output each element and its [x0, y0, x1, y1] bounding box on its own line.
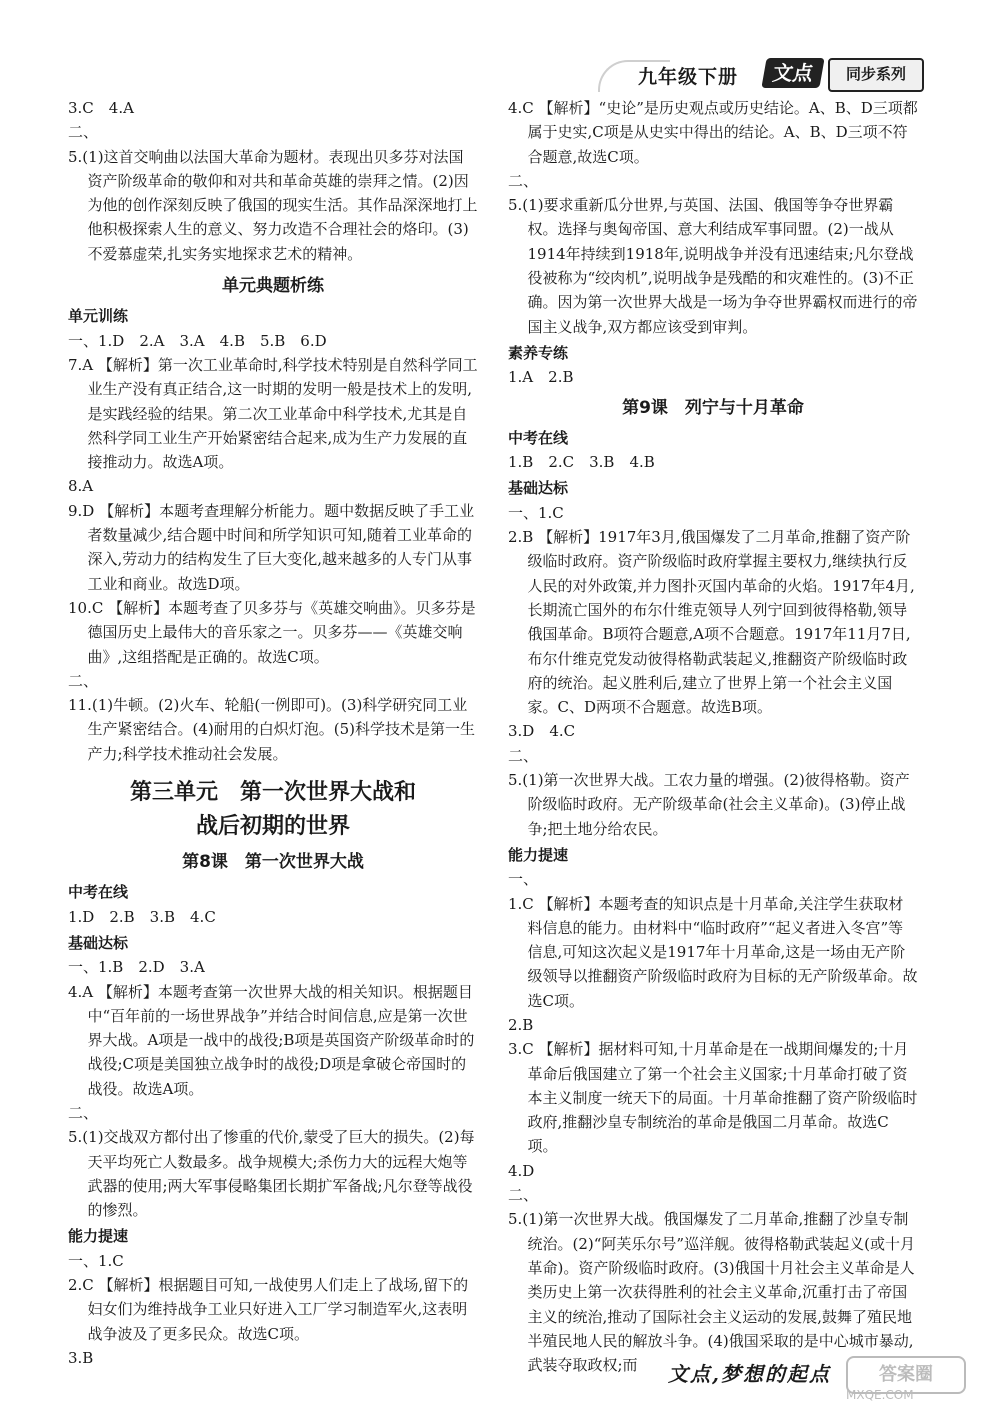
section-marker: 二、	[508, 171, 539, 190]
lesson-title: 第9课 列宁与十月革命	[622, 397, 804, 418]
watermark-url: MXQE.COM	[846, 1388, 914, 1402]
subsection-heading: 能力提速	[68, 1227, 129, 1246]
answer-paragraph: 2.C 【解析】根据题目可知,一战使男人们走上了战场,留下的妇女们为维持战争工业只好进入工厂学习制造军火,这表明战争波及了更多民众。故选C项。	[68, 1276, 469, 1343]
answer-paragraph: 2.B 【解析】1917年3月,俄国爆发了二月革命,推翻了资产阶级临时政府。资产阶级临时政府掌握主要权力,继续执行反人民的对外政策,并力图扑灭国内革命的火焰。1917年4月,长期流亡国外的布尔什维克领导人列宁回到彼得格勒,领导俄国革命。B项符合题意,A项不合题意。1917年11月7日,布尔什维克党发动彼得格勒武装起义,推翻资产阶级临时政府的统治。起义胜利后,建立了世界上第一个社会主义国家。C、D两项不合题意。故选B项。	[508, 528, 915, 717]
answer-line: 1.B 2.C 3.B 4.B	[508, 453, 655, 472]
footer-slogan: 文点,梦想的起点	[668, 1362, 831, 1386]
grade-label: 九年级下册	[638, 66, 739, 88]
answer-line: 一、1.B 2.D 3.A	[68, 958, 205, 977]
answer-paragraph: 10.C 【解析】本题考查了贝多芬与《英雄交响曲》。贝多芬是德国历史上最伟大的音乐家之一。贝多芬——《英雄交响曲》,这组搭配是正确的。故选C项。	[68, 598, 476, 666]
answer-paragraph: 1.C 【解析】本题考查的知识点是十月革命,关注学生获取材料信息的能力。由材料中“临时政府”“起义者进入冬宫”等信息,可知这次起义是1917年十月革命,这是一场由无产阶级领导以推翻资产阶级临时政府为目标的无产阶级革命。故选C项。	[508, 894, 918, 1010]
lesson-title: 第8课 第一次世界大战	[182, 852, 364, 873]
answer-paragraph: 5.(1)这首交响曲以法国大革命为题材。表现出贝多芬对法国资产阶级革命的敬仰和对共和革命英雄的崇拜之情。(2)因为他的创作深刻反映了俄国的现实生活。其作品深深地打上他积极探索人生的意义、努力改造不合理社会的烙印。(3)不爱慕虚荣,扎实务实地探求艺术的精神。	[68, 147, 478, 263]
answer-line: 1.A 2.B	[508, 368, 574, 387]
watermark-logo: 答案圈	[846, 1356, 966, 1394]
subsection-heading: 单元训练	[68, 307, 129, 326]
subsection-heading: 中考在线	[508, 428, 569, 447]
subsection-heading: 基础达标	[508, 479, 569, 498]
answer-paragraph: 5.(1)要求重新瓜分世界,与英国、法国、俄国等争夺世界霸权。选择与奥匈帝国、意大利结成军事同盟。(2)一战从1914年持续到1918年,说明战争并没有迅速结束;凡尔登战役被称为“绞肉机”,说明战争是残酷的和灾难性的。(3)不正确。因为第一次世界大战是一场为争夺世界霸权而进行的帝国主义战争,双方都应该受到审判。	[508, 196, 918, 336]
subsection-heading: 素养专练	[508, 343, 569, 362]
right-column	[508, 96, 918, 1377]
answer-line: 2.B	[508, 1015, 534, 1034]
answer-line: 8.A	[68, 477, 94, 496]
unit-title-line2: 战后初期的世界	[195, 814, 350, 840]
answer-line: 3.D 4.C	[508, 722, 576, 741]
subsection-heading: 中考在线	[68, 883, 129, 902]
series-label: 同步系列	[828, 58, 924, 92]
answer-line: 一、1.C	[508, 503, 564, 522]
answer-paragraph: 4.C 【解析】“史论”是历史观点或历史结论。A、B、D三项都属于史实,C项是从史实中得出的结论。A、B、D三项不符合题意,故选C项。	[508, 99, 918, 166]
answer-paragraph: 5.(1)第一次世界大战。俄国爆发了二月革命,推翻了沙皇专制统治。(2)“阿芙乐尔号”巡洋舰。彼得格勒武装起义(或十月革命)。资产阶级临时政府。(3)俄国十月社会主义革命是人类历史上第一次获得胜利的社会主义革命,沉重打击了帝国主义的统治,推动了国际社会主义运动的发展,鼓舞了殖民地半殖民地人民的解放斗争。(4)俄国采取的是中心城市暴动,武装夺取政权;而	[508, 1210, 915, 1375]
answer-line: 1.D 2.B 3.B 4.C	[68, 907, 216, 926]
brand-logo: 文点	[761, 58, 824, 88]
subsection-heading: 能力提速	[508, 845, 569, 864]
answer-paragraph: 3.C 【解析】据材料可知,十月革命是在一战期间爆发的;十月革命后俄国建立了第一个社会主义国家;十月革命打破了资本主义制度一统天下的局面。十月革命推翻了资产阶级临时政府,推翻沙皇专制统治的革命是俄国二月革命。故选C项。	[508, 1040, 918, 1156]
answer-line: 3.C 4.A	[68, 99, 134, 117]
subsection-heading: 基础达标	[68, 933, 129, 952]
unit-title-line1: 第三单元 第一次世界大战和	[129, 780, 416, 806]
answer-paragraph: 5.(1)第一次世界大战。工农力量的增强。(2)彼得格勒。资产阶级临时政府。无产阶级革命(社会主义革命)。(3)停止战争;把土地分给农民。	[508, 771, 910, 838]
answer-line: 3.B	[68, 1348, 94, 1367]
answer-paragraph: 9.D 【解析】本题考查理解分析能力。题中数据反映了手工业者数量减少,结合题中时间和所学知识可知,随着工业革命的深入,劳动力的结构发生了巨大变化,越来越多的人专门从事工业和商业。故选D项。	[68, 501, 475, 593]
answer-paragraph: 11.(1)牛顿。(2)火车、轮船(一例即可)。(3)科学研究同工业生产紧密结合。(4)耐用的白炽灯泡。(5)科学技术是第一生产力;科学技术推动社会发展。	[68, 696, 475, 763]
answer-line: 一、1.D 2.A 3.A 4.B 5.B 6.D	[68, 331, 327, 350]
section-marker: 二、	[508, 746, 539, 765]
answer-paragraph: 4.A 【解析】本题考查第一次世界大战的相关知识。根据题目中“百年前的一场世界战争”并结合时间信息,应是第一次世界大战。A项是一战中的战役;B项是英国资产阶级革命时的战役;C项是美国独立战争时的战役;D项是拿破仑帝国时的战役。故选A项。	[68, 982, 475, 1098]
page-header	[598, 52, 928, 102]
answer-paragraph: 7.A 【解析】第一次工业革命时,科学技术特别是自然科学同工业生产没有真正结合,这一时期的发明一般是技术上的发明,是实践经验的结果。第二次工业革命中科学技术,尤其是自然科学同工业生产开始紧密结合起来,成为生产力发展的直接推动力。故选A项。	[68, 355, 478, 472]
section-marker: 二、	[68, 671, 99, 690]
answer-line: 一、1.C	[68, 1251, 124, 1270]
section-marker: 二、	[68, 1103, 99, 1122]
section-title: 单元典题析练	[222, 276, 324, 297]
answer-line: 4.D	[508, 1161, 535, 1180]
section-marker: 二、	[68, 123, 99, 142]
section-marker: 一、	[508, 870, 539, 889]
answer-paragraph: 5.(1)交战双方都付出了惨重的代价,蒙受了巨大的损失。(2)每天平均死亡人数最多。战争规模大;杀伤力大的远程大炮等武器的使用;两大军事侵略集团长期扩军备战;凡尔登等战役的惨烈。	[68, 1128, 475, 1220]
left-column	[68, 96, 478, 1370]
section-marker: 二、	[508, 1186, 539, 1205]
